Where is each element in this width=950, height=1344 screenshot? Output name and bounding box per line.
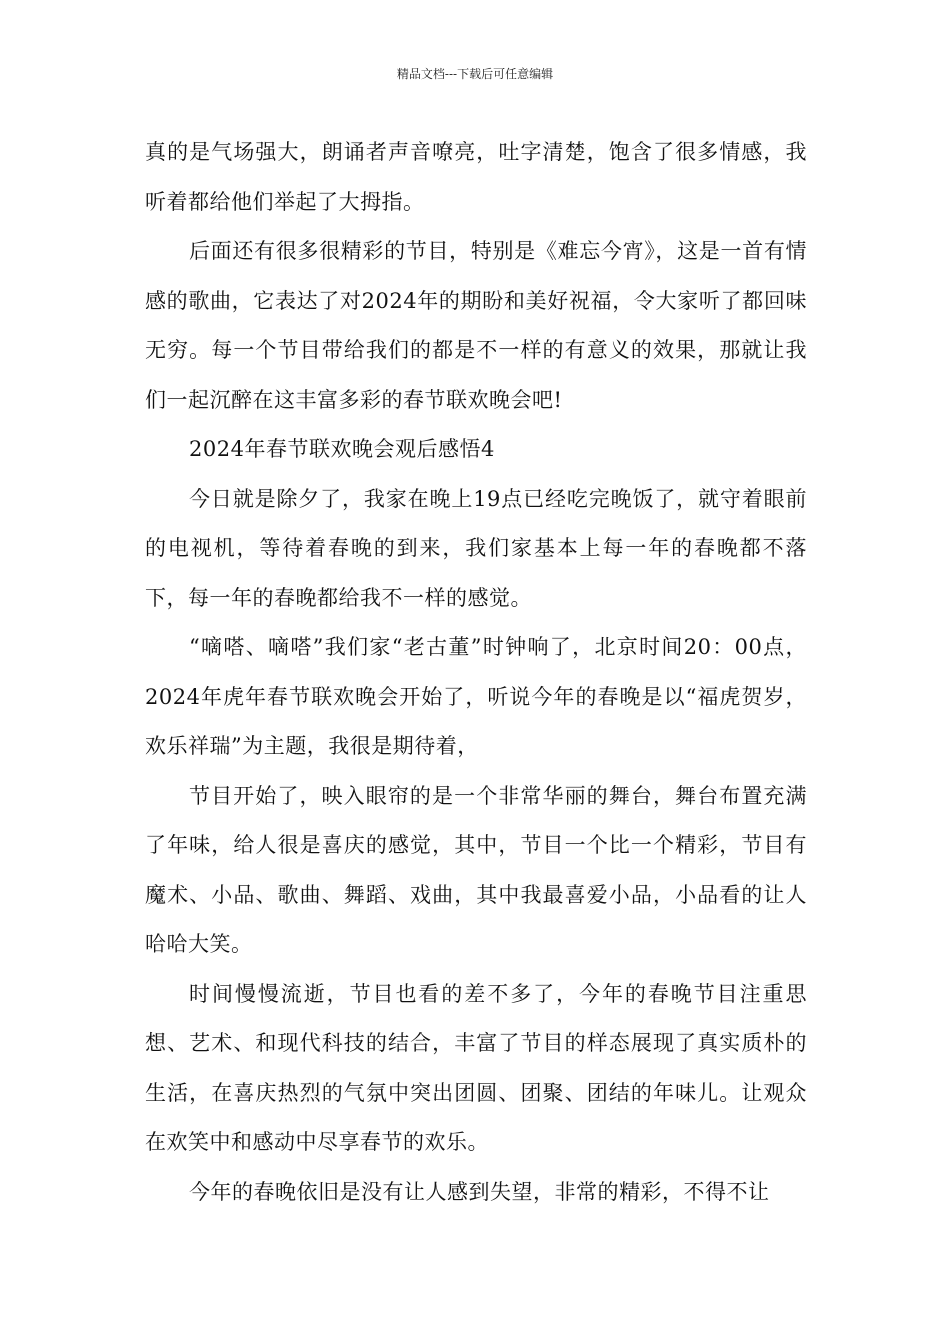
paragraph: “嘀嗒、嘀嗒”我们家“老古董”时钟响了，北京时间20：00点，2024年虎年春节联欢晚会开始了，听说今年的春晚是以“福虎贺岁，欢乐祥瑞”为主题，我很是期待着，	[145, 635, 807, 758]
paragraph: 今日就是除夕了，我家在晚上19点已经吃完晚饭了，就守着眼前的电视机，等待着春晚的到来，我们家基本上每一年的春晚都不落下，每一年的春晚都给我不一样的感觉。	[145, 486, 807, 610]
paragraph: 时间慢慢流逝，节目也看的差不多了，今年的春晚节目注重思想、艺术、和现代科技的结合，丰富了节目的样态展现了真实质朴的生活，在喜庆热烈的气氛中突出团圆、团聚、团结的年味儿。让观众在欢笑中和感动中尽享春节的欢乐。	[145, 981, 807, 1154]
document-body	[145, 128, 807, 1217]
paragraph: 节目开始了，映入眼帘的是一个非常华丽的舞台，舞台布置充满了年味，给人很是喜庆的感觉，其中，节目一个比一个精彩，节目有魔术、小品、歌曲、舞蹈、戏曲，其中我最喜爱小品，小品看的让人哈哈大笑。	[145, 783, 807, 956]
paragraph-continuation: 真的是气场强大，朗诵者声音嘹亮，吐字清楚，饱含了很多情感，我听着都给他们举起了大拇指。	[145, 140, 807, 214]
page-header: 精品文档---下载后可任意编辑	[396, 67, 554, 81]
paragraph: 今年的春晚依旧是没有让人感到失望，非常的精彩，不得不让	[189, 1179, 770, 1204]
paragraph: 后面还有很多很精彩的节目，特别是《难忘今宵》，这是一首有情感的歌曲，它表达了对2024年的期盼和美好祝福，令大家听了都回味无穷。每一个节目带给我们的都是不一样的有意义的效果，那就让我们一起沉醉在这丰富多彩的春节联欢晚会吧!	[145, 239, 807, 412]
section-title: 2024年春节联欢晚会观后感悟4	[189, 437, 495, 461]
